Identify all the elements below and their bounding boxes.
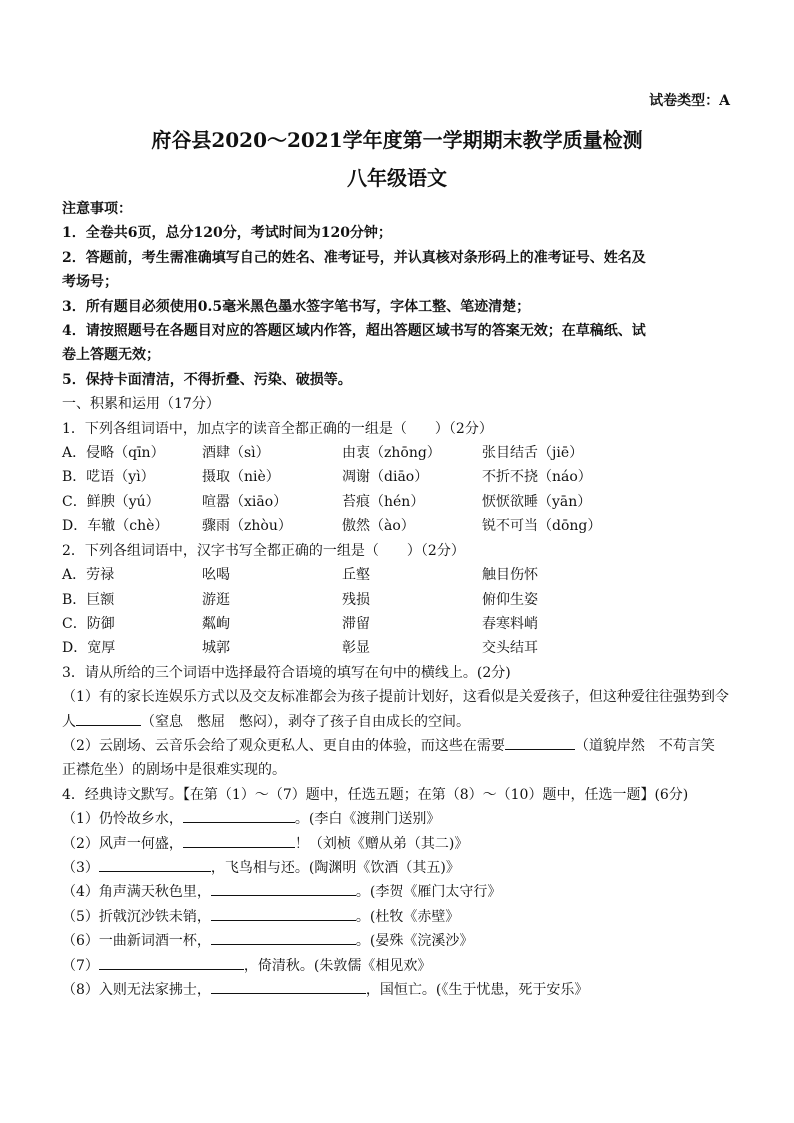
exam-subtitle: 八年级语文 [347, 166, 447, 190]
poem-recital-item [62, 832, 734, 856]
q3-part1-line2 [62, 710, 734, 734]
poem-suffix: ！（刘桢《赠从弟（其二)》 [294, 835, 469, 852]
option-cell: 残损 [342, 591, 370, 608]
q3-part2-suffix: （道貌岸然 不苟言笑 [574, 737, 715, 754]
poem-prefix: （5）折戟沉沙铁未销， [62, 908, 211, 925]
option-cell: 俯仰生姿 [482, 591, 538, 608]
question-4-stem: 4．经典诗文默写。【在第（1）～（7）题中，任选五题；在第（8）～（10）题中，任选一题】(6分) [62, 786, 689, 803]
exam-content [62, 197, 734, 1002]
q1-option-row [62, 514, 734, 538]
poem-prefix: （3） [62, 859, 99, 876]
q1-option-row [62, 490, 734, 514]
poem-prefix: （6）一曲新词酒一杯， [62, 933, 211, 950]
option-cell: C．鲜腴（yú） [62, 493, 160, 510]
option-cell: A．侵略（qīn） [62, 445, 165, 462]
poem-suffix: ，飞鸟相与还。(陶渊明《饮酒（其五)》 [210, 859, 460, 876]
option-cell: C．防御 [62, 615, 115, 632]
notice-item: 卷上答题无效； [62, 347, 160, 364]
option-cell: 吆喝 [202, 567, 230, 584]
option-cell: 城郭 [202, 640, 230, 657]
question-1-stem: 1．下列各组词语中，加点字的读音全都正确的一组是（ ）（2分） [62, 420, 493, 437]
q2-option-row [62, 636, 734, 660]
option-cell: 触目伤怀 [482, 567, 538, 584]
exam-title: 府谷县2020～2021学年度第一学期期末教学质量检测 [151, 128, 643, 152]
q3-part2-prefix: （2）云剧场、云音乐会给了观众更私人、更自由的体验，而这些在需要 [62, 737, 505, 754]
option-cell: 滞留 [342, 615, 370, 632]
q3-part1-line1: （1）有的家长连娱乐方式以及交友标准都会为孩子提前计划好，这看似是关爱孩子，但这种爱往往强势到令 [62, 689, 729, 706]
notice-item: 3．所有题目必须使用0.5毫米黑色墨水签字笔书写，字体工整、笔迹清楚； [62, 298, 531, 315]
answer-blank[interactable] [183, 807, 295, 823]
poem-recital-item [62, 880, 734, 904]
poem-prefix: （7） [62, 957, 99, 974]
poem-suffix: 。(李贺《雁门太守行》 [355, 884, 502, 901]
option-cell: A．劳禄 [62, 567, 115, 584]
notice-item: 5．保持卡面清洁，不得折叠、污染、破损等。 [62, 371, 352, 388]
poem-suffix: 。(晏殊《浣溪沙》 [355, 933, 474, 950]
option-cell: 骤雨（zhòu） [202, 518, 292, 535]
poem-prefix: （2）风声一何盛， [62, 835, 183, 852]
poem-prefix: （4）角声满天秋色里， [62, 884, 211, 901]
option-cell: 苔痕（hén） [342, 493, 425, 510]
question-2-stem: 2．下列各组词语中，汉字书写全都正确的一组是（ ）（2分） [62, 542, 465, 559]
poem-suffix: 。(李白《渡荆门送别》 [294, 811, 441, 828]
poem-recital-item [62, 978, 734, 1002]
option-cell: 凋谢（diāo） [342, 469, 429, 486]
option-cell: 喧嚣（xiāo） [202, 493, 288, 510]
poem-suffix: 。(杜牧《赤壁》 [355, 908, 460, 925]
option-cell: 不折不挠（náo） [482, 469, 592, 486]
q3-part1-suffix: （窒息 憋屈 憋闷），剥夺了孩子自由成长的空间。 [141, 713, 470, 730]
notice-item: 4．请按照题号在各题目对应的答题区域内作答，超出答题区域书写的答案无效；在草稿纸、试 [62, 323, 646, 340]
poem-prefix: （1）仍怜故乡水， [62, 811, 183, 828]
q3-part2-line2: 正襟危坐）的剧场中是很难实现的。 [62, 762, 286, 779]
option-cell: 游逛 [202, 591, 230, 608]
option-cell: 锐不可当（dōng） [482, 518, 602, 535]
notice-item: 2．答题前，考生需准确填写自己的姓名、准考证号，并认真核对条形码上的准考证号、姓名及 [62, 249, 646, 266]
poem-suffix: ，国恒亡。(《生于忧患，死于安乐》 [365, 982, 589, 998]
poem-recital-item [62, 807, 734, 831]
q3-part2-line1 [62, 734, 734, 758]
notice-heading: 注意事项： [62, 201, 132, 217]
option-cell: 彰显 [342, 640, 370, 657]
option-cell: 张目结舌（jiē） [482, 445, 584, 462]
option-cell: 春寒料峭 [482, 615, 538, 632]
option-cell: 傲然（ào） [342, 518, 415, 535]
answer-blank[interactable] [211, 880, 356, 896]
option-cell: D．宽厚 [62, 640, 116, 657]
q2-option-row [62, 612, 734, 636]
option-cell: D．车辙（chè） [62, 518, 169, 535]
option-cell: 交头结耳 [482, 640, 538, 657]
paper-type-label: 试卷类型：A [649, 93, 730, 109]
poem-recital-item [62, 954, 734, 978]
q3-part1-prefix: 人 [62, 713, 76, 730]
poem-recital-item [62, 905, 734, 929]
section-heading: 一、积累和运用（17分） [62, 396, 220, 413]
option-cell: 酒肆（sì） [202, 445, 270, 462]
notice-item: 考场号； [62, 274, 118, 291]
question-3-stem: 3．请从所给的三个词语中选择最符合语境的填写在句中的横线上。(2分) [62, 664, 511, 681]
poem-recital-item [62, 929, 734, 953]
option-cell: B．巨额 [62, 591, 115, 608]
q1-option-row [62, 465, 734, 489]
option-cell: B．呓语（yì） [62, 469, 155, 486]
option-cell: 由衷（zhōng） [342, 445, 441, 462]
answer-blank[interactable] [211, 929, 356, 945]
poem-prefix: （8）入则无法家拂士， [62, 982, 211, 998]
option-cell: 恹恹欲睡（yān） [482, 493, 592, 510]
answer-blank[interactable] [211, 978, 366, 994]
poem-recital-item [62, 856, 734, 880]
option-cell: 摄取（niè） [202, 469, 280, 486]
answer-blank[interactable] [76, 710, 141, 726]
notice-item: 1．全卷共6页，总分120分，考试时间为120分钟； [62, 225, 392, 242]
answer-blank[interactable] [505, 734, 575, 750]
answer-blank[interactable] [99, 954, 244, 970]
answer-blank[interactable] [99, 856, 211, 872]
q1-option-row [62, 441, 734, 465]
q2-option-row [62, 563, 734, 587]
answer-blank[interactable] [183, 832, 295, 848]
answer-blank[interactable] [211, 905, 356, 921]
q2-option-row [62, 588, 734, 612]
poem-suffix: ，倚清秋。(朱敦儒《相见欢》 [243, 957, 432, 974]
option-cell: 丘壑 [342, 567, 370, 584]
notice-block [62, 197, 734, 392]
option-cell: 粼峋 [202, 615, 230, 632]
